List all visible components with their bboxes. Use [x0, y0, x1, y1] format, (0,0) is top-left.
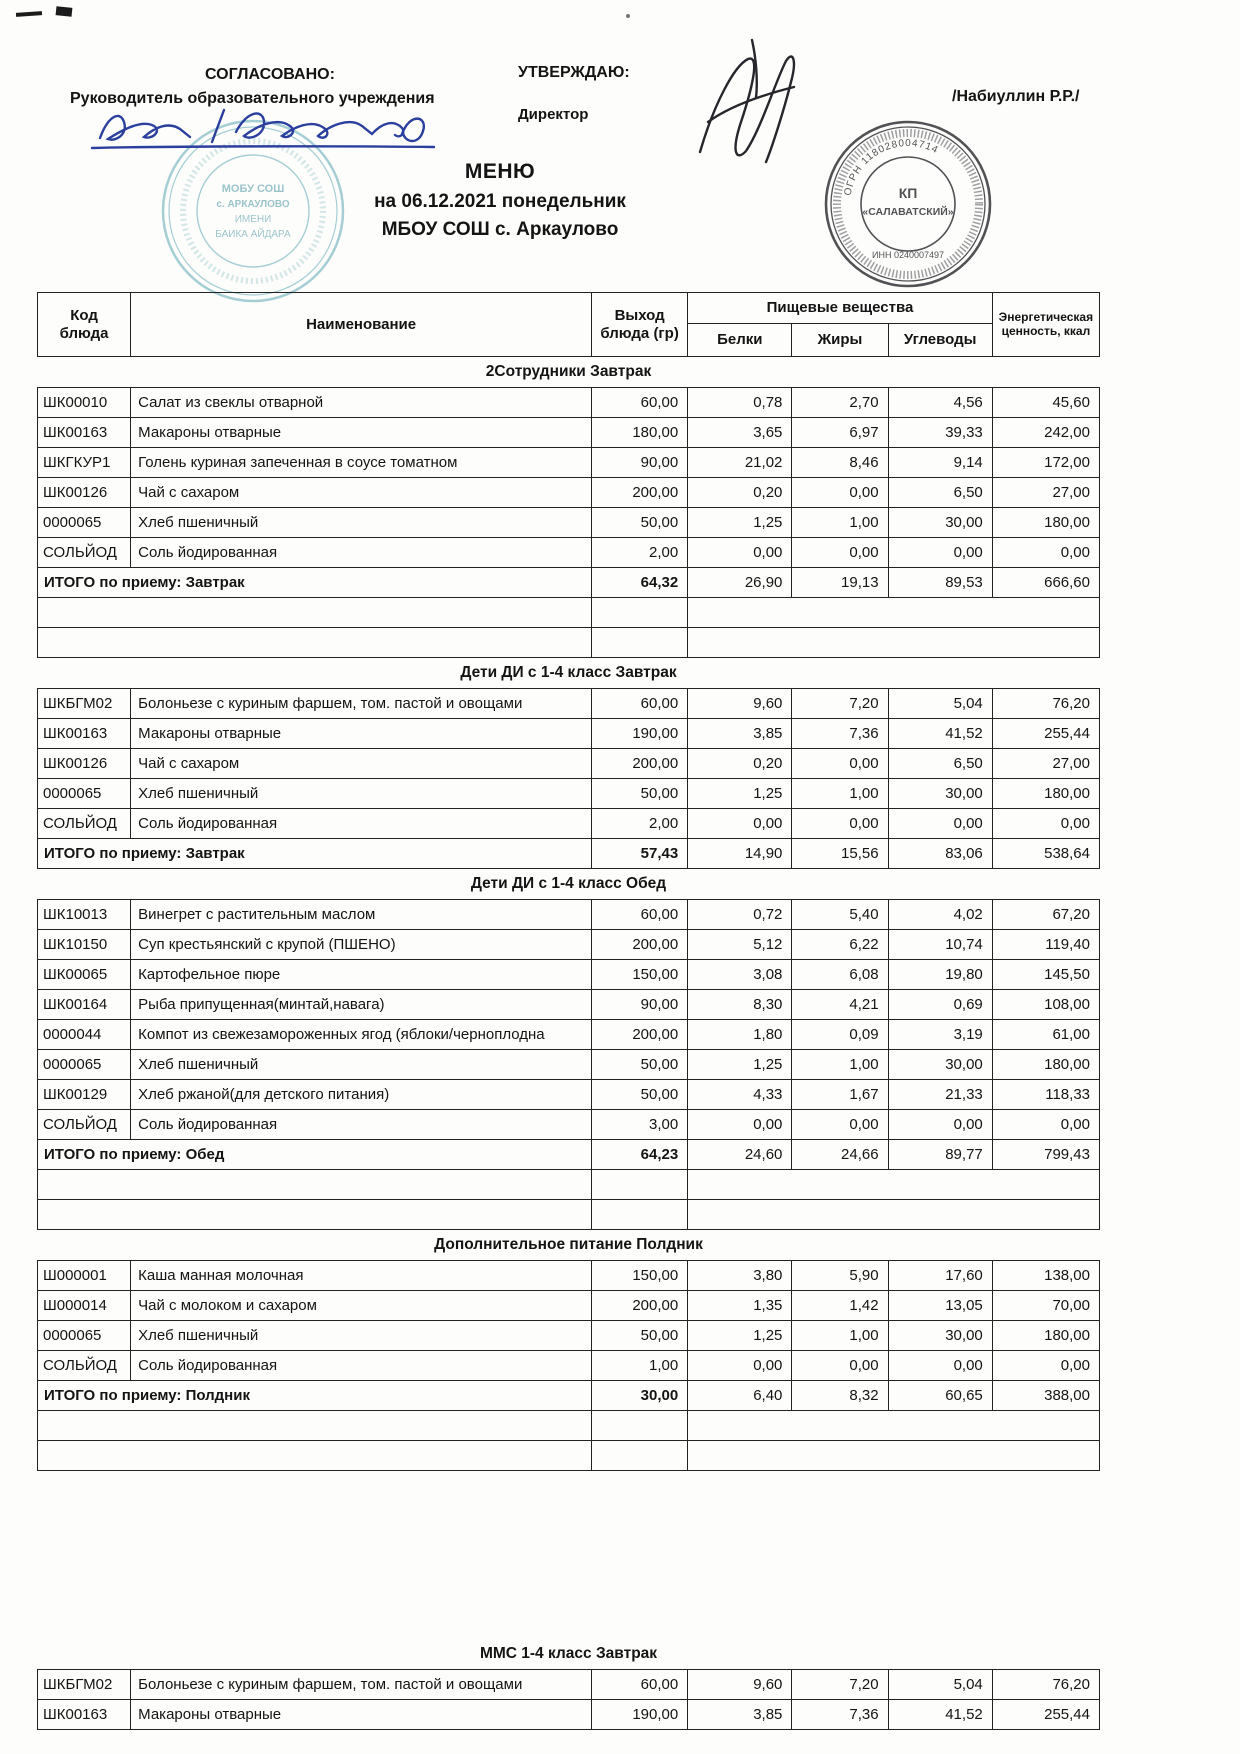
dish-value-3: 30,00 — [888, 508, 992, 538]
empty-row — [38, 1170, 1100, 1200]
total-value-2: 19,13 — [792, 568, 888, 598]
dish-value-2: 0,00 — [792, 809, 888, 839]
dish-value-2: 7,20 — [792, 689, 888, 719]
dish-value-4: 0,00 — [992, 1110, 1099, 1140]
dish-code: 0000065 — [38, 1321, 131, 1351]
dish-value-3: 0,00 — [888, 809, 992, 839]
dish-name: Хлеб ржаной(для детского питания) — [131, 1080, 592, 1110]
dish-name: Суп крестьянский с крупой (ПШЕНО) — [131, 930, 592, 960]
dish-value-3: 30,00 — [888, 1321, 992, 1351]
dish-value-3: 13,05 — [888, 1291, 992, 1321]
dish-value-1: 0,00 — [688, 809, 792, 839]
section-title-row — [38, 869, 1100, 900]
dish-value-4: 76,20 — [992, 1670, 1099, 1700]
dish-value-3: 5,04 — [888, 689, 992, 719]
total-value-4: 799,43 — [992, 1140, 1099, 1170]
dish-code: ШК10013 — [38, 900, 131, 930]
dish-code: ШК00126 — [38, 478, 131, 508]
dish-code: ШКБГМ02 — [38, 689, 131, 719]
empty-cell — [688, 1200, 1100, 1230]
dish-value-2: 0,09 — [792, 1020, 888, 1050]
approver-name: /Набиуллин Р.Р./ — [952, 88, 1080, 105]
section-spacer — [38, 1471, 1100, 1640]
dish-value-2: 0,00 — [792, 749, 888, 779]
school-stamp-line4: БАИКА АЙДАРА — [215, 229, 291, 240]
menu-row — [38, 809, 1100, 839]
school-stamp-line2: с. АРКАУЛОВО — [216, 199, 290, 210]
dish-value-4: 180,00 — [992, 508, 1099, 538]
total-value-2: 15,56 — [792, 839, 888, 869]
total-row — [38, 1140, 1100, 1170]
dish-value-1: 0,72 — [688, 900, 792, 930]
dish-value-3: 41,52 — [888, 719, 992, 749]
dish-name: Соль йодированная — [131, 538, 592, 568]
dish-value-3: 0,00 — [888, 1110, 992, 1140]
dish-value-2: 7,36 — [792, 719, 888, 749]
dish-value-0: 60,00 — [592, 1670, 688, 1700]
empty-cell — [38, 1200, 592, 1230]
dish-value-4: 0,00 — [992, 1351, 1099, 1381]
col-header-energy: Энергетическая ценность, ккал — [992, 293, 1099, 357]
total-row — [38, 839, 1100, 869]
dish-code: ШКБГМ02 — [38, 1670, 131, 1700]
header-row-1 — [38, 293, 1100, 324]
menu-row — [38, 779, 1100, 809]
school-stamp-line3: ИМЕНИ — [234, 214, 272, 225]
dish-value-4: 255,44 — [992, 719, 1099, 749]
total-row — [38, 568, 1100, 598]
dish-code: Ш000001 — [38, 1261, 131, 1291]
dish-value-3: 0,00 — [888, 1351, 992, 1381]
dish-value-2: 0,00 — [792, 538, 888, 568]
dish-code: ШК00163 — [38, 1700, 131, 1730]
empty-cell — [592, 598, 688, 628]
section-title: 2Сотрудники Завтрак — [485, 363, 652, 380]
dish-value-4: 138,00 — [992, 1261, 1099, 1291]
col-header-fat: Жиры — [792, 324, 888, 357]
dish-name: Хлеб пшеничный — [131, 1321, 592, 1351]
dish-value-0: 2,00 — [592, 809, 688, 839]
dish-value-2: 1,42 — [792, 1291, 888, 1321]
dish-name: Болоньезе с куриным фаршем, том. пастой и овощами — [131, 689, 592, 719]
school-stamp-line1: МОБУ СОШ — [221, 183, 285, 195]
dish-value-3: 4,56 — [888, 388, 992, 418]
scan-artifact-dot — [626, 14, 630, 18]
director-signature — [700, 40, 794, 162]
dish-value-4: 172,00 — [992, 448, 1099, 478]
dish-name: Соль йодированная — [131, 1351, 592, 1381]
dish-value-2: 0,00 — [792, 1110, 888, 1140]
dish-value-4: 27,00 — [992, 478, 1099, 508]
approve-label: УТВЕРЖДАЮ: — [518, 64, 630, 81]
stamp-kp: КП — [898, 185, 918, 201]
section-title-row — [38, 357, 1100, 388]
dish-value-0: 90,00 — [592, 990, 688, 1020]
section-title: Дети ДИ с 1-4 класс Обед — [470, 875, 667, 892]
spacer-cell — [38, 1471, 1100, 1640]
empty-cell — [688, 1170, 1100, 1200]
col-header-carbs: Углеводы — [888, 324, 992, 357]
dish-value-3: 17,60 — [888, 1261, 992, 1291]
empty-cell — [592, 628, 688, 658]
dish-code: СОЛЬЙОД — [38, 538, 131, 568]
menu-row — [38, 1261, 1100, 1291]
dish-value-0: 180,00 — [592, 418, 688, 448]
dish-code: 0000065 — [38, 1050, 131, 1080]
empty-cell — [38, 628, 592, 658]
menu-row — [38, 689, 1100, 719]
dish-value-2: 5,90 — [792, 1261, 888, 1291]
dish-name: Голень куриная запеченная в соусе томатном — [131, 448, 592, 478]
dish-value-0: 50,00 — [592, 1050, 688, 1080]
dish-value-0: 60,00 — [592, 388, 688, 418]
dish-code: ШК10150 — [38, 930, 131, 960]
dish-value-0: 50,00 — [592, 1080, 688, 1110]
dish-value-3: 9,14 — [888, 448, 992, 478]
school-name: МБОУ СОШ с. Аркаулово — [381, 219, 619, 240]
title-block — [0, 160, 1000, 241]
empty-cell — [592, 1441, 688, 1471]
total-value-1: 24,60 — [688, 1140, 792, 1170]
dish-value-0: 150,00 — [592, 960, 688, 990]
dish-name: Рыба припущенная(минтай,навага) — [131, 990, 592, 1020]
empty-row — [38, 1200, 1100, 1230]
dish-code: СОЛЬЙОД — [38, 1351, 131, 1381]
dish-value-0: 1,00 — [592, 1351, 688, 1381]
dish-value-1: 3,85 — [688, 719, 792, 749]
dish-value-0: 190,00 — [592, 1700, 688, 1730]
dish-name: Соль йодированная — [131, 809, 592, 839]
total-value-1: 6,40 — [688, 1381, 792, 1411]
dish-name: Соль йодированная — [131, 1110, 592, 1140]
dish-code: ШК00164 — [38, 990, 131, 1020]
dish-value-3: 19,80 — [888, 960, 992, 990]
dish-value-4: 255,44 — [992, 1700, 1099, 1730]
menu-row — [38, 508, 1100, 538]
dish-value-0: 200,00 — [592, 749, 688, 779]
total-value-3: 60,65 — [888, 1381, 992, 1411]
empty-row — [38, 628, 1100, 658]
dish-value-1: 5,12 — [688, 930, 792, 960]
dish-value-2: 8,46 — [792, 448, 888, 478]
dish-name: Хлеб пшеничный — [131, 779, 592, 809]
section-title: ММС 1-4 класс Завтрак — [479, 1645, 658, 1662]
dish-name: Макароны отварные — [131, 418, 592, 448]
total-value-1: 14,90 — [688, 839, 792, 869]
dish-value-4: 61,00 — [992, 1020, 1099, 1050]
empty-cell — [38, 598, 592, 628]
dish-value-4: 27,00 — [992, 749, 1099, 779]
empty-row — [38, 1441, 1100, 1471]
dish-name: Винегрет с растительным маслом — [131, 900, 592, 930]
empty-cell — [38, 1170, 592, 1200]
dish-value-4: 76,20 — [992, 689, 1099, 719]
col-header-protein: Белки — [688, 324, 792, 357]
dish-code: ШК00065 — [38, 960, 131, 990]
dish-value-1: 0,20 — [688, 478, 792, 508]
dish-value-2: 1,00 — [792, 779, 888, 809]
dish-value-1: 1,80 — [688, 1020, 792, 1050]
dish-code: ШК00126 — [38, 749, 131, 779]
dish-value-2: 7,36 — [792, 1700, 888, 1730]
dish-value-2: 1,00 — [792, 508, 888, 538]
total-value-3: 89,53 — [888, 568, 992, 598]
menu-body — [38, 357, 1100, 1730]
dish-value-0: 200,00 — [592, 1291, 688, 1321]
dish-value-4: 242,00 — [992, 418, 1099, 448]
dish-value-4: 180,00 — [992, 779, 1099, 809]
dish-value-2: 0,00 — [792, 1351, 888, 1381]
dish-name: Чай с молоком и сахаром — [131, 1291, 592, 1321]
dish-code: 0000065 — [38, 779, 131, 809]
dish-value-2: 6,22 — [792, 930, 888, 960]
dish-value-1: 1,25 — [688, 1321, 792, 1351]
dish-value-1: 9,60 — [688, 1670, 792, 1700]
section-title-row — [38, 658, 1100, 689]
total-value-0: 64,23 — [592, 1140, 688, 1170]
dish-value-4: 118,33 — [992, 1080, 1099, 1110]
dish-value-3: 30,00 — [888, 1050, 992, 1080]
dish-value-0: 3,00 — [592, 1110, 688, 1140]
dish-value-3: 21,33 — [888, 1080, 992, 1110]
dish-value-2: 0,00 — [792, 478, 888, 508]
dish-code: СОЛЬЙОД — [38, 809, 131, 839]
menu-row — [38, 1291, 1100, 1321]
col-header-name: Наименование — [131, 293, 592, 357]
dish-value-1: 0,00 — [688, 1351, 792, 1381]
menu-date: на 06.12.2021 понедельник — [374, 191, 626, 212]
menu-title: МЕНЮ — [464, 160, 536, 183]
dish-value-3: 6,50 — [888, 478, 992, 508]
dish-value-2: 7,20 — [792, 1670, 888, 1700]
dish-value-3: 0,69 — [888, 990, 992, 1020]
dish-name: Каша манная молочная — [131, 1261, 592, 1291]
dish-code: СОЛЬЙОД — [38, 1110, 131, 1140]
total-label: ИТОГО по приему: Завтрак — [38, 839, 592, 869]
dish-value-0: 50,00 — [592, 779, 688, 809]
dish-value-3: 6,50 — [888, 749, 992, 779]
dish-value-3: 0,00 — [888, 538, 992, 568]
dish-value-3: 4,02 — [888, 900, 992, 930]
dish-value-2: 2,70 — [792, 388, 888, 418]
menu-row — [38, 930, 1100, 960]
scan-artifact — [56, 6, 73, 17]
section-title: Дополнительное питание Полдник — [434, 1236, 703, 1253]
dish-value-1: 9,60 — [688, 689, 792, 719]
stamp-ogrn: ОГРН 118028004714 — [842, 137, 941, 197]
empty-cell — [592, 1200, 688, 1230]
menu-row — [38, 990, 1100, 1020]
total-value-1: 26,90 — [688, 568, 792, 598]
dish-value-0: 200,00 — [592, 1020, 688, 1050]
dish-value-3: 3,19 — [888, 1020, 992, 1050]
dish-value-1: 0,20 — [688, 749, 792, 779]
dish-value-4: 145,50 — [992, 960, 1099, 990]
dish-code: ШК00129 — [38, 1080, 131, 1110]
total-label: ИТОГО по приему: Завтрак — [38, 568, 592, 598]
menu-row — [38, 960, 1100, 990]
dish-value-1: 0,00 — [688, 1110, 792, 1140]
menu-row — [38, 1670, 1100, 1700]
total-value-4: 666,60 — [992, 568, 1099, 598]
menu-row — [38, 448, 1100, 478]
dish-name: Чай с сахаром — [131, 478, 592, 508]
dish-value-2: 1,00 — [792, 1321, 888, 1351]
dish-value-3: 10,74 — [888, 930, 992, 960]
total-label: ИТОГО по приему: Полдник — [38, 1381, 592, 1411]
dish-value-1: 1,25 — [688, 779, 792, 809]
dish-value-1: 1,25 — [688, 508, 792, 538]
menu-table — [37, 292, 1100, 1730]
stamp-inn: ИНН 0240007497 — [871, 250, 945, 260]
empty-row — [38, 598, 1100, 628]
menu-row — [38, 1700, 1100, 1730]
stamp-org-name: «САЛАВАТСКИЙ» — [862, 206, 954, 218]
menu-row — [38, 478, 1100, 508]
menu-row — [38, 1110, 1100, 1140]
dish-value-1: 3,65 — [688, 418, 792, 448]
agreed-subtitle: Руководитель образовательного учреждения — [70, 90, 435, 107]
empty-cell — [688, 1411, 1100, 1441]
dish-value-0: 200,00 — [592, 930, 688, 960]
dish-code: ШКГКУР1 — [38, 448, 131, 478]
dish-value-1: 0,00 — [688, 538, 792, 568]
dish-code: ШК00163 — [38, 418, 131, 448]
dish-value-0: 150,00 — [592, 1261, 688, 1291]
dish-value-4: 0,00 — [992, 809, 1099, 839]
dish-value-2: 4,21 — [792, 990, 888, 1020]
section-title-row — [38, 1639, 1100, 1670]
dish-value-2: 5,40 — [792, 900, 888, 930]
scan-artifact — [16, 11, 42, 17]
dish-value-3: 41,52 — [888, 1700, 992, 1730]
dish-code: 0000044 — [38, 1020, 131, 1050]
dish-value-0: 50,00 — [592, 508, 688, 538]
dish-value-1: 1,35 — [688, 1291, 792, 1321]
menu-table-head — [38, 293, 1100, 357]
empty-cell — [688, 598, 1100, 628]
dish-name: Хлеб пшеничный — [131, 1050, 592, 1080]
dish-code: Ш000014 — [38, 1291, 131, 1321]
total-value-4: 538,64 — [992, 839, 1099, 869]
dish-code: ШК00010 — [38, 388, 131, 418]
section-title: Дети ДИ с 1-4 класс Завтрак — [460, 664, 677, 681]
dish-name: Картофельное пюре — [131, 960, 592, 990]
dish-value-3: 39,33 — [888, 418, 992, 448]
total-row — [38, 1381, 1100, 1411]
total-value-0: 64,32 — [592, 568, 688, 598]
dish-value-1: 3,08 — [688, 960, 792, 990]
empty-cell — [592, 1411, 688, 1441]
dish-name: Салат из свеклы отварной — [131, 388, 592, 418]
col-header-code: Код блюда — [38, 293, 131, 357]
menu-row — [38, 749, 1100, 779]
dish-value-0: 50,00 — [592, 1321, 688, 1351]
dish-value-4: 45,60 — [992, 388, 1099, 418]
dish-value-0: 190,00 — [592, 719, 688, 749]
dish-value-2: 6,97 — [792, 418, 888, 448]
dish-name: Болоньезе с куриным фаршем, том. пастой и овощами — [131, 1670, 592, 1700]
dish-value-3: 5,04 — [888, 1670, 992, 1700]
menu-row — [38, 1080, 1100, 1110]
dish-value-0: 2,00 — [592, 538, 688, 568]
dish-value-2: 1,00 — [792, 1050, 888, 1080]
menu-row — [38, 418, 1100, 448]
dish-name: Макароны отварные — [131, 719, 592, 749]
approve-subtitle: Директор — [518, 106, 589, 123]
dish-value-1: 8,30 — [688, 990, 792, 1020]
empty-cell — [688, 1441, 1100, 1471]
empty-cell — [38, 1441, 592, 1471]
dish-code: ШК00163 — [38, 719, 131, 749]
dish-value-4: 0,00 — [992, 538, 1099, 568]
total-value-3: 89,77 — [888, 1140, 992, 1170]
dish-value-2: 1,67 — [792, 1080, 888, 1110]
dish-value-4: 67,20 — [992, 900, 1099, 930]
dish-name: Макароны отварные — [131, 1700, 592, 1730]
total-value-4: 388,00 — [992, 1381, 1099, 1411]
dish-value-0: 90,00 — [592, 448, 688, 478]
menu-row — [38, 1351, 1100, 1381]
menu-row — [38, 1321, 1100, 1351]
dish-value-0: 60,00 — [592, 689, 688, 719]
dish-value-2: 6,08 — [792, 960, 888, 990]
col-header-nutrients: Пищевые вещества — [688, 293, 993, 324]
menu-row — [38, 538, 1100, 568]
menu-row — [38, 719, 1100, 749]
menu-row — [38, 900, 1100, 930]
dish-value-1: 21,02 — [688, 448, 792, 478]
section-title-row — [38, 1230, 1100, 1261]
dish-value-0: 200,00 — [592, 478, 688, 508]
dish-value-1: 4,33 — [688, 1080, 792, 1110]
empty-cell — [592, 1170, 688, 1200]
dish-value-1: 1,25 — [688, 1050, 792, 1080]
total-value-0: 57,43 — [592, 839, 688, 869]
menu-table-element — [37, 292, 1100, 1730]
menu-row — [38, 388, 1100, 418]
dish-value-1: 0,78 — [688, 388, 792, 418]
empty-row — [38, 1411, 1100, 1441]
empty-cell — [38, 1411, 592, 1441]
dish-value-4: 70,00 — [992, 1291, 1099, 1321]
total-label: ИТОГО по приему: Обед — [38, 1140, 592, 1170]
col-header-output: Выход блюда (гр) — [592, 293, 688, 357]
dish-value-4: 180,00 — [992, 1050, 1099, 1080]
dish-value-1: 3,85 — [688, 1700, 792, 1730]
dish-value-4: 180,00 — [992, 1321, 1099, 1351]
agreed-label: СОГЛАСОВАНО: — [205, 66, 335, 83]
dish-value-4: 119,40 — [992, 930, 1099, 960]
total-value-2: 24,66 — [792, 1140, 888, 1170]
total-value-3: 83,06 — [888, 839, 992, 869]
total-value-2: 8,32 — [792, 1381, 888, 1411]
menu-row — [38, 1050, 1100, 1080]
total-value-0: 30,00 — [592, 1381, 688, 1411]
dish-code: 0000065 — [38, 508, 131, 538]
dish-value-4: 108,00 — [992, 990, 1099, 1020]
dish-name: Компот из свежезамороженных ягод (яблоки/черноплодна — [131, 1020, 592, 1050]
dish-name: Хлеб пшеничный — [131, 508, 592, 538]
menu-row — [38, 1020, 1100, 1050]
dish-value-1: 3,80 — [688, 1261, 792, 1291]
dish-value-3: 30,00 — [888, 779, 992, 809]
dish-name: Чай с сахаром — [131, 749, 592, 779]
empty-cell — [688, 628, 1100, 658]
dish-value-0: 60,00 — [592, 900, 688, 930]
